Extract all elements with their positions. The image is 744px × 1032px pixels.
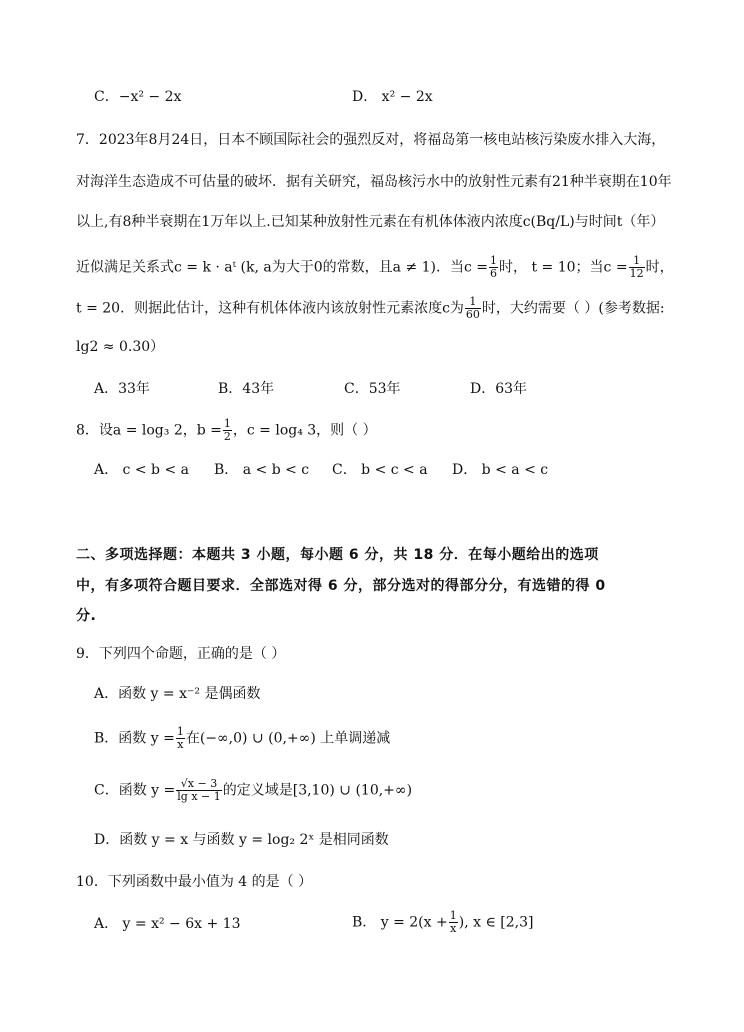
q7-fraction-1-12: [629, 255, 645, 280]
q7-line-1: 7．2023年8月24日，日本不顾国际社会的强烈反对，将福岛第一核电站核污染废水排入大海，: [76, 132, 666, 148]
q7-line-4-a: 近似满足关系式c = k · aᵗ (k, a为大于0的常数，且a ≠ 1)．当c =: [76, 259, 489, 276]
q7-line-4-c: 时，: [645, 259, 674, 276]
q7-line-2: 对海洋生态造成不可估量的破坏．据有关研究，福岛核污水中的放射性元素有21种半衰期在10年: [76, 174, 672, 190]
q7-line-5: [76, 296, 665, 321]
q9-option-c-b: 的定义域是[3,10) ∪ (10,+∞): [222, 782, 413, 799]
q8-fraction-1-2: [223, 418, 232, 443]
q9-option-c: [94, 778, 412, 803]
q10-stem: 10．下列函数中最小值为 4 的是（ ）: [76, 874, 313, 890]
q7-fraction-1-6: [489, 255, 498, 280]
q9-option-b-a: B．函数 y =: [94, 730, 175, 747]
q8-stem-a: 8．设a = log₃ 2，b =: [76, 422, 222, 439]
q9-option-c-a: C．函数 y =: [94, 782, 176, 799]
q9-option-d: D．函数 y = x 与函数 y = log₂ 2ˣ 是相同函数: [94, 832, 389, 848]
q8-stem: [76, 418, 377, 443]
q7-frac3-den: 60: [465, 308, 480, 321]
q8-option-c: C． b < c < a: [332, 462, 428, 478]
q10-b-fraction: [449, 910, 458, 935]
q10-b-den: x: [450, 922, 457, 935]
q7-frac2-den: 12: [629, 267, 644, 280]
q9-option-b: [94, 726, 390, 751]
q9-b-num: 1: [176, 725, 184, 738]
q9-c-fraction: [176, 778, 221, 803]
q10-option-b-a: B． y = 2(x +: [352, 914, 448, 931]
section-2-heading-line-2: 中，有多项符合题目要求．全部选对得 6 分，部分选对的得部分分，有选错的得 0: [76, 578, 606, 594]
q8-frac-num: 1: [223, 417, 231, 430]
q7-line-4-b: 时， t = 10；当c =: [499, 259, 628, 276]
q10-b-num: 1: [449, 909, 457, 922]
q9-b-den: x: [177, 738, 184, 751]
q10-option-b: [352, 910, 533, 935]
q8-option-b: B． a < b < c: [214, 462, 310, 478]
q9-option-a: A．函数 y = x⁻² 是偶函数: [94, 686, 261, 702]
q9-stem: 9．下列四个命题，正确的是（ ）: [76, 646, 286, 662]
q6-option-c: C．−x² − 2x: [94, 89, 182, 105]
q7-line-3: 以上,有8种半衰期在1万年以上.已知某种放射性元素在有机体体液内浓度c(Bq/L)与时间t（年）: [76, 214, 665, 230]
q9-option-b-b: 在(−∞,0) ∪ (0,+∞) 上单调递减: [185, 730, 391, 747]
q9-c-num: √x − 3: [176, 778, 221, 791]
q7-line-6: lg2 ≈ 0.30）: [76, 339, 165, 355]
section-2-heading-line-1: 二、多项选择题：本题共 3 小题，每小题 6 分，共 18 分．在每小题给出的选项: [76, 547, 599, 563]
q8-option-d: D． b < a < c: [452, 462, 549, 478]
q7-option-b: B．43年: [218, 381, 275, 397]
q10-option-a: A． y = x² − 6x + 13: [94, 916, 241, 932]
q7-frac3-num: 1: [465, 296, 481, 309]
q7-fraction-1-60: [465, 296, 481, 321]
q8-stem-b: ，c = log₄ 3，则（ ）: [232, 422, 377, 439]
q8-frac-den: 2: [223, 430, 231, 443]
q7-option-c: C．53年: [344, 381, 401, 397]
q10-option-b-b: ), x ∈ [2,3]: [458, 914, 534, 931]
q7-line-5-a: t = 20．则据此估计，这种有机体体液内该放射性元素浓度c为: [76, 300, 464, 317]
q7-option-a: A．33年: [94, 381, 150, 397]
q9-c-den: lg x − 1: [177, 790, 221, 803]
q7-frac1-den: 6: [490, 267, 498, 280]
q7-line-4: [76, 255, 674, 280]
q7-frac1-num: 1: [490, 254, 498, 267]
q7-frac2-num: 1: [629, 255, 645, 268]
q7-option-d: D．63年: [470, 381, 528, 397]
q6-option-d: D． x² − 2x: [352, 89, 433, 105]
section-2-heading-line-3: 分.: [76, 608, 97, 624]
q7-line-5-b: 时，大约需要（ ）(参考数据:: [481, 300, 665, 317]
q9-b-fraction: [176, 726, 185, 751]
q8-option-a: A． c < b < a: [94, 462, 189, 478]
